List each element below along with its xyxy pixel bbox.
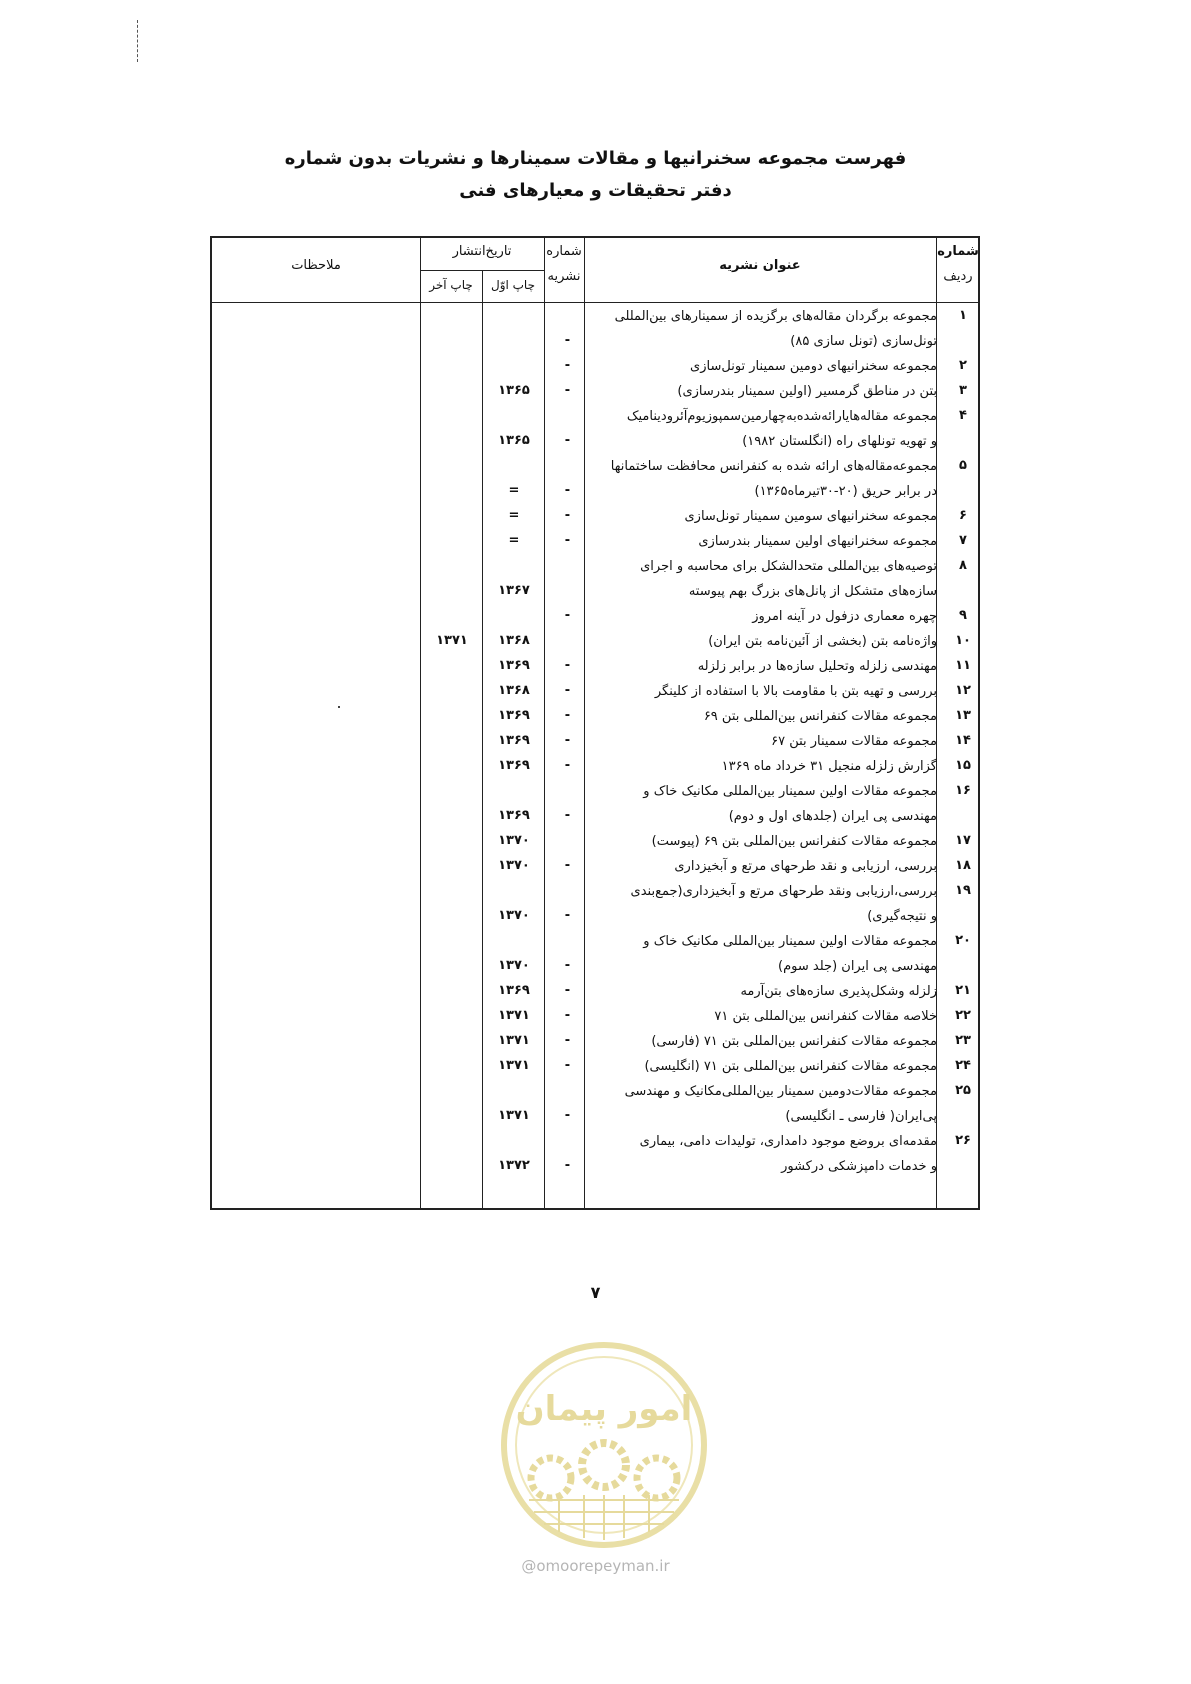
row-number: ۶ [959, 508, 967, 523]
publication-number: - [564, 858, 571, 873]
table-row [212, 529, 982, 554]
document-subtitle: دفتر تحقیقات و معیارهای فنی [459, 180, 732, 201]
row-number: ۱۷ [955, 833, 971, 848]
table-row [212, 604, 982, 629]
row-number: ۲۳ [955, 1033, 971, 1048]
publication-title [605, 829, 937, 854]
title-line: تونل‌سازی (تونل سازی ۸۵) [790, 334, 937, 349]
table-row [212, 779, 982, 829]
table-row [212, 679, 982, 704]
header-row-number: شماره ردیف [937, 244, 979, 284]
title-line: زلزله وشکل‌پذیری سازه‌های بتن‌آرمه [740, 984, 937, 999]
table-row [212, 829, 982, 854]
header-pub-number: شماره نشریه [546, 244, 582, 284]
row-number: ۱۸ [955, 858, 971, 873]
table-row [212, 304, 982, 354]
first-print-year: ۱۳۶۹ [498, 758, 530, 773]
row-number: ۲۵ [955, 1083, 971, 1098]
row-number: ۱۵ [955, 758, 971, 773]
first-print-year: ۱۳۶۵ [498, 383, 530, 398]
publication-title [605, 529, 937, 554]
title-line: مجموعه مقاله‌هایارائه‌شده‌به‌چهارمین‌سمپوزیوم‌آئرودینامیک [626, 409, 937, 424]
first-print-year: ۱۳۷۱ [498, 1108, 530, 1123]
title-line: مهندسی زلزله وتحلیل سازه‌ها در برابر زلزله [697, 659, 937, 674]
title-line: مجموعه برگردان مقاله‌های برگزیده از سمینارهای بین‌المللی [614, 309, 937, 324]
publication-number: - [564, 733, 571, 748]
table-row [212, 854, 982, 879]
row-number: ۱۴ [955, 733, 971, 748]
title-line: مجموعه مقالات اولین سمینار بین‌المللی مکانیک خاک و [643, 784, 937, 799]
publication-number: - [564, 333, 571, 348]
table-row [212, 1129, 982, 1179]
publication-number: - [564, 708, 571, 723]
title-line: مجموعه مقالات‌دومین سمینار بین‌المللی‌مکانیک و مهندسی [624, 1084, 937, 1099]
title-line: بررسی و تهیه بتن با مقاومت بالا با استفاده از کلینگر [654, 684, 937, 699]
table-row [212, 704, 982, 729]
row-number: ۲۰ [955, 933, 971, 948]
title-line: پی‌ایران( فارسی ـ انگلیسی) [785, 1109, 937, 1124]
publication-title [605, 729, 937, 754]
publication-number: - [564, 383, 571, 398]
title-line: و نتیجه‌گیری) [867, 909, 937, 924]
row-number: ۲۲ [955, 1008, 971, 1023]
header-pub-date: تاریخ‌انتشار [452, 244, 512, 259]
publication-title [605, 604, 937, 629]
publication-title [605, 1129, 937, 1179]
publication-number: - [564, 533, 571, 548]
row-number: ۲۱ [955, 983, 971, 998]
seal-stamp [499, 1340, 709, 1550]
publication-number: - [564, 1158, 571, 1173]
publication-title [605, 654, 937, 679]
publication-number: - [564, 908, 571, 923]
document-title: فهرست مجموعه سخنرانیها و مقالات سمینارها و نشریات بدون شماره [284, 148, 907, 169]
title-line: بررسی، ارزیابی و نقد طرحهای مرتع و آبخیزداری [674, 859, 937, 874]
publication-title [605, 504, 937, 529]
publication-title [605, 879, 937, 929]
row-number: ۴ [959, 408, 967, 423]
first-print-year: ۱۳۶۵ [498, 433, 530, 448]
title-line: در برابر حریق (۲۰-۳۰تیرماه۱۳۶۵) [754, 484, 937, 499]
page-number: ۷ [590, 1283, 601, 1302]
publication-number: - [564, 683, 571, 698]
publication-title [605, 779, 937, 829]
title-line: مقدمه‌ای بروضع موجود دامداری، تولیدات دامی، بیماری [639, 1134, 937, 1149]
publications-table [210, 236, 980, 1210]
row-number: ۵ [959, 458, 967, 473]
row-number: ۹ [959, 608, 967, 623]
publication-title [605, 704, 937, 729]
publication-number: - [564, 1058, 571, 1073]
scan-speck [338, 706, 340, 708]
row-number: ۸ [959, 558, 967, 573]
table-row [212, 979, 982, 1004]
table-row [212, 629, 982, 654]
publication-title [605, 1079, 937, 1129]
title-line: مجموعه‌مقاله‌های ارائه شده به کنفرانس محافظت ساختمانها [610, 459, 937, 474]
header-divider [212, 302, 978, 303]
publication-number: - [564, 758, 571, 773]
first-print-year: = [508, 508, 520, 523]
table-row [212, 504, 982, 529]
first-print-year: = [508, 483, 520, 498]
table-row [212, 1079, 982, 1129]
table-row [212, 404, 982, 454]
publication-title [605, 1029, 937, 1054]
first-print-year: ۱۳۶۷ [498, 583, 530, 598]
publication-number: - [564, 958, 571, 973]
publication-title [605, 754, 937, 779]
first-print-year: ۱۳۶۹ [498, 733, 530, 748]
table-row [212, 929, 982, 979]
watermark-handle: @omoorepeyman.ir [521, 1557, 670, 1575]
table-row [212, 379, 982, 404]
title-line: مجموعه سخنرانیهای اولین سمینار بندرسازی [698, 534, 937, 549]
first-print-year: ۱۳۷۱ [498, 1033, 530, 1048]
publication-number: - [564, 1033, 571, 1048]
title-line: مجموعه مقالات کنفرانس بین‌المللی بتن ۷۱ (انگلیسی) [644, 1059, 937, 1074]
header-title: عنوان نشریه [719, 258, 801, 273]
table-row [212, 879, 982, 929]
row-number: ۲۴ [955, 1058, 971, 1073]
first-print-year: ۱۳۷۰ [498, 858, 530, 873]
title-line: مجموعه مقالات سمینار بتن ۶۷ [771, 734, 937, 749]
seal-text: امور پیمان [515, 1389, 693, 1429]
publication-number: - [564, 808, 571, 823]
publication-number: - [564, 1008, 571, 1023]
header-remarks: ملاحظات [291, 258, 341, 273]
publication-title [605, 404, 937, 454]
first-print-year: = [508, 533, 520, 548]
table-row [212, 654, 982, 679]
first-print-year: ۱۳۷۰ [498, 833, 530, 848]
table-row [212, 1054, 982, 1079]
margin-mark [137, 20, 140, 62]
title-line: و خدمات دامپزشکی درکشور [781, 1159, 937, 1174]
publication-title [605, 304, 937, 354]
first-print-year: ۱۳۷۲ [498, 1158, 530, 1173]
publication-number: - [564, 1108, 571, 1123]
title-line: سازه‌های متشکل از پانل‌های بزرگ بهم پیوسته [688, 584, 937, 599]
title-line: چهره معماری دزفول در آینه امروز [752, 609, 937, 624]
publication-title [605, 629, 937, 654]
row-number: ۱۳ [955, 708, 971, 723]
publication-title [605, 854, 937, 879]
row-number: ۲۶ [955, 1133, 971, 1148]
first-print-year: ۱۳۷۱ [498, 1058, 530, 1073]
title-line: مجموعه مقالات اولین سمینار بین‌المللی مکانیک خاک و [643, 934, 937, 949]
table-row [212, 1029, 982, 1054]
row-number: ۱۰ [955, 633, 971, 648]
row-number: ۱۱ [955, 658, 971, 673]
title-line: مجموعه سخنرانیهای سومین سمینار تونل‌سازی [684, 509, 937, 524]
publication-title [605, 354, 937, 379]
table-row [212, 1004, 982, 1029]
title-line: مجموعه مقالات کنفرانس بین‌المللی بتن ۶۹ (پیوست) [651, 834, 937, 849]
row-number: ۱۹ [955, 883, 971, 898]
title-line: بررسی،ارزیابی ونقد طرحهای مرتع و آبخیزداری(جمع‌بندی [630, 884, 937, 899]
first-print-year: ۱۳۶۹ [498, 983, 530, 998]
publication-number: - [564, 483, 571, 498]
publication-number: - [564, 508, 571, 523]
title-line: واژه‌نامه بتن (بخشی از آئین‌نامه بتن ایران) [708, 634, 937, 649]
header-last-print: چاپ آخر [429, 278, 473, 292]
header-first-print: چاپ اوّل [490, 278, 536, 292]
table-row [212, 554, 982, 604]
publication-title [605, 929, 937, 979]
first-print-year: ۱۳۶۹ [498, 658, 530, 673]
title-line: مجموعه سخنرانیهای دومین سمینار تونل‌سازی [690, 359, 937, 374]
first-print-year: ۱۳۶۸ [498, 683, 530, 698]
first-print-year: ۱۳۷۰ [498, 908, 530, 923]
title-line: بتن در مناطق گرمسیر (اولین سمینار بندرسازی) [677, 384, 937, 399]
title-line: مجموعه مقالات کنفرانس بین‌المللی بتن ۷۱ (فارسی) [651, 1034, 937, 1049]
publication-number: - [564, 358, 571, 373]
first-print-year: ۱۳۶۹ [498, 708, 530, 723]
publication-title [605, 1054, 937, 1079]
title-line: گزارش زلزله منجیل ۳۱ خرداد ماه ۱۳۶۹ [721, 759, 937, 774]
row-number: ۱۲ [955, 683, 971, 698]
table-row [212, 754, 982, 779]
row-number: ۲ [959, 358, 967, 373]
title-line: خلاصه مقالات کنفرانس بین‌المللی بتن ۷۱ [714, 1009, 937, 1024]
publication-number: - [564, 658, 571, 673]
publication-number: - [564, 983, 571, 998]
table-row [212, 354, 982, 379]
row-number: ۱۶ [955, 783, 971, 798]
title-line: و تهویه تونلهای راه (انگلستان ۱۹۸۲) [742, 434, 937, 449]
first-print-year: ۱۳۶۸ [498, 633, 530, 648]
publication-title [605, 554, 937, 604]
title-line: مهندسی پی ایران (جلدهای اول و دوم) [728, 809, 937, 824]
row-number: ۱ [959, 308, 967, 323]
publication-title [605, 1004, 937, 1029]
first-print-year: ۱۳۶۹ [498, 808, 530, 823]
title-line: مهندسی پی ایران (جلد سوم) [778, 959, 937, 974]
publication-title [605, 979, 937, 1004]
publication-title [605, 454, 937, 504]
publication-number: - [564, 433, 571, 448]
first-print-year: ۱۳۷۰ [498, 958, 530, 973]
row-number: ۳ [959, 383, 967, 398]
title-line: توصیه‌های بین‌المللی متحدالشکل برای محاسبه و اجرای [640, 559, 937, 574]
publication-title [605, 679, 937, 704]
last-print-year: ۱۳۷۱ [436, 633, 468, 648]
seal-graphic [499, 1340, 709, 1550]
table-row [212, 729, 982, 754]
first-print-year: ۱۳۷۱ [498, 1008, 530, 1023]
title-line: مجموعه مقالات کنفرانس بین‌المللی بتن ۶۹ [703, 709, 937, 724]
table-row [212, 454, 982, 504]
publication-number: - [564, 608, 571, 623]
row-number: ۷ [959, 533, 967, 548]
publication-title [605, 379, 937, 404]
